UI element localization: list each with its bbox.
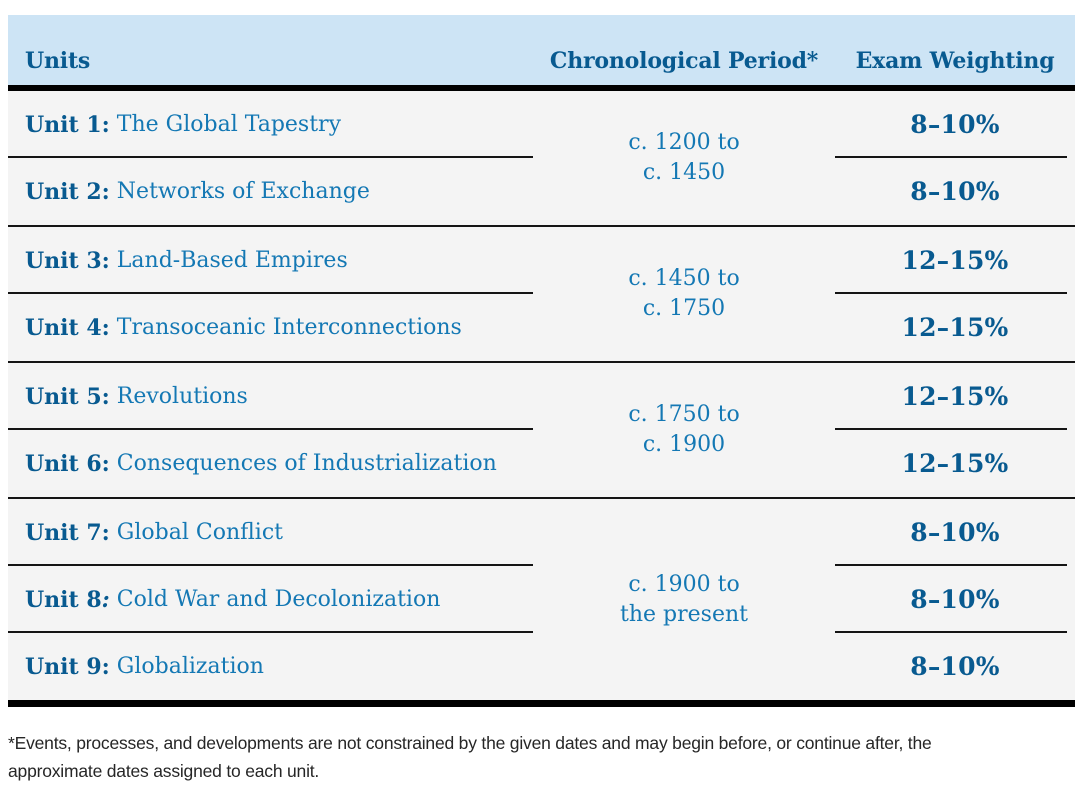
exam-weighting-cell: 12–15% bbox=[901, 313, 1009, 342]
chronological-period-cell bbox=[533, 227, 835, 361]
exam-weighting-cell: 8–10% bbox=[835, 499, 1075, 566]
exam-weighting-cell: 8–10% bbox=[835, 566, 1075, 633]
unit-group-2 bbox=[8, 225, 1075, 361]
footnote-line-2: approximate dates assigned to each unit. bbox=[8, 761, 320, 781]
unit-label: Unit 5: bbox=[25, 383, 110, 410]
unit-cell bbox=[8, 633, 533, 700]
table-body bbox=[8, 91, 1075, 700]
unit-group-3 bbox=[8, 361, 1075, 497]
table-header-row bbox=[8, 15, 1075, 85]
exam-weighting-cell: 12–15% bbox=[835, 227, 1075, 294]
unit-title: Globalization bbox=[116, 654, 264, 679]
unit-title: Transoceanic Interconnections bbox=[116, 315, 462, 340]
period-line: c. 1450 bbox=[642, 160, 726, 185]
exam-weighting-cell: 8–10% bbox=[910, 652, 1000, 681]
chronological-period-cell bbox=[533, 91, 835, 225]
unit-title: Land-Based Empires bbox=[116, 248, 348, 273]
unit-label: Unit 3: bbox=[25, 247, 110, 274]
unit-group-1 bbox=[8, 91, 1075, 225]
footnote-line-1: *Events, processes, and developments are not constrained by the given dates and may begin before, or continue after, the bbox=[8, 733, 932, 753]
unit-title: Global Conflict bbox=[116, 520, 283, 545]
exam-weighting-cell: 12–15% bbox=[901, 449, 1009, 478]
chronological-period-cell bbox=[533, 499, 835, 700]
unit-title: Cold War and Decolonization bbox=[116, 587, 441, 612]
exam-weighting-cell: 12–15% bbox=[835, 363, 1075, 430]
chronological-period-cell bbox=[533, 363, 835, 497]
unit-label: Unit 6: bbox=[25, 450, 110, 477]
column-header-units: Units bbox=[25, 48, 91, 74]
unit-label: Unit 2: bbox=[25, 178, 110, 205]
unit-cell bbox=[8, 566, 533, 633]
unit-cell bbox=[8, 294, 533, 361]
exam-weighting-cell: 8–10% bbox=[835, 91, 1075, 158]
unit-title: Consequences of Industrialization bbox=[116, 451, 497, 476]
unit-label: Unit 9: bbox=[25, 653, 110, 680]
table-footnote bbox=[8, 729, 1068, 785]
unit-label: Unit 1: bbox=[25, 111, 110, 138]
exam-weighting-cell: 8–10% bbox=[910, 177, 1000, 206]
unit-label: Unit 4: bbox=[25, 314, 110, 341]
units-table bbox=[8, 15, 1075, 707]
column-header-exam-weighting: Exam Weighting bbox=[855, 48, 1055, 74]
period-line: c. 1750 bbox=[642, 296, 726, 321]
unit-label: Unit 7: bbox=[25, 519, 110, 546]
column-header-chronological-period: Chronological Period* bbox=[549, 48, 819, 74]
period-line: c. 1450 to bbox=[628, 266, 740, 291]
unit-title: Networks of Exchange bbox=[116, 179, 370, 204]
unit-group-4 bbox=[8, 497, 1075, 700]
unit-cell bbox=[8, 363, 533, 430]
period-line: c. 1750 to bbox=[628, 402, 740, 427]
unit-title: The Global Tapestry bbox=[116, 112, 341, 137]
unit-label: Unit 8: bbox=[25, 586, 110, 613]
unit-cell bbox=[8, 91, 533, 158]
period-line: c. 1900 bbox=[642, 432, 726, 457]
unit-cell bbox=[8, 499, 533, 566]
table-bottom-bar bbox=[8, 700, 1075, 707]
unit-cell bbox=[8, 158, 533, 225]
period-line: c. 1900 to bbox=[628, 571, 740, 597]
unit-title: Revolutions bbox=[116, 384, 248, 409]
period-line: the present bbox=[620, 601, 748, 627]
period-line: c. 1200 to bbox=[628, 130, 740, 155]
unit-cell bbox=[8, 227, 533, 294]
unit-cell bbox=[8, 430, 533, 497]
